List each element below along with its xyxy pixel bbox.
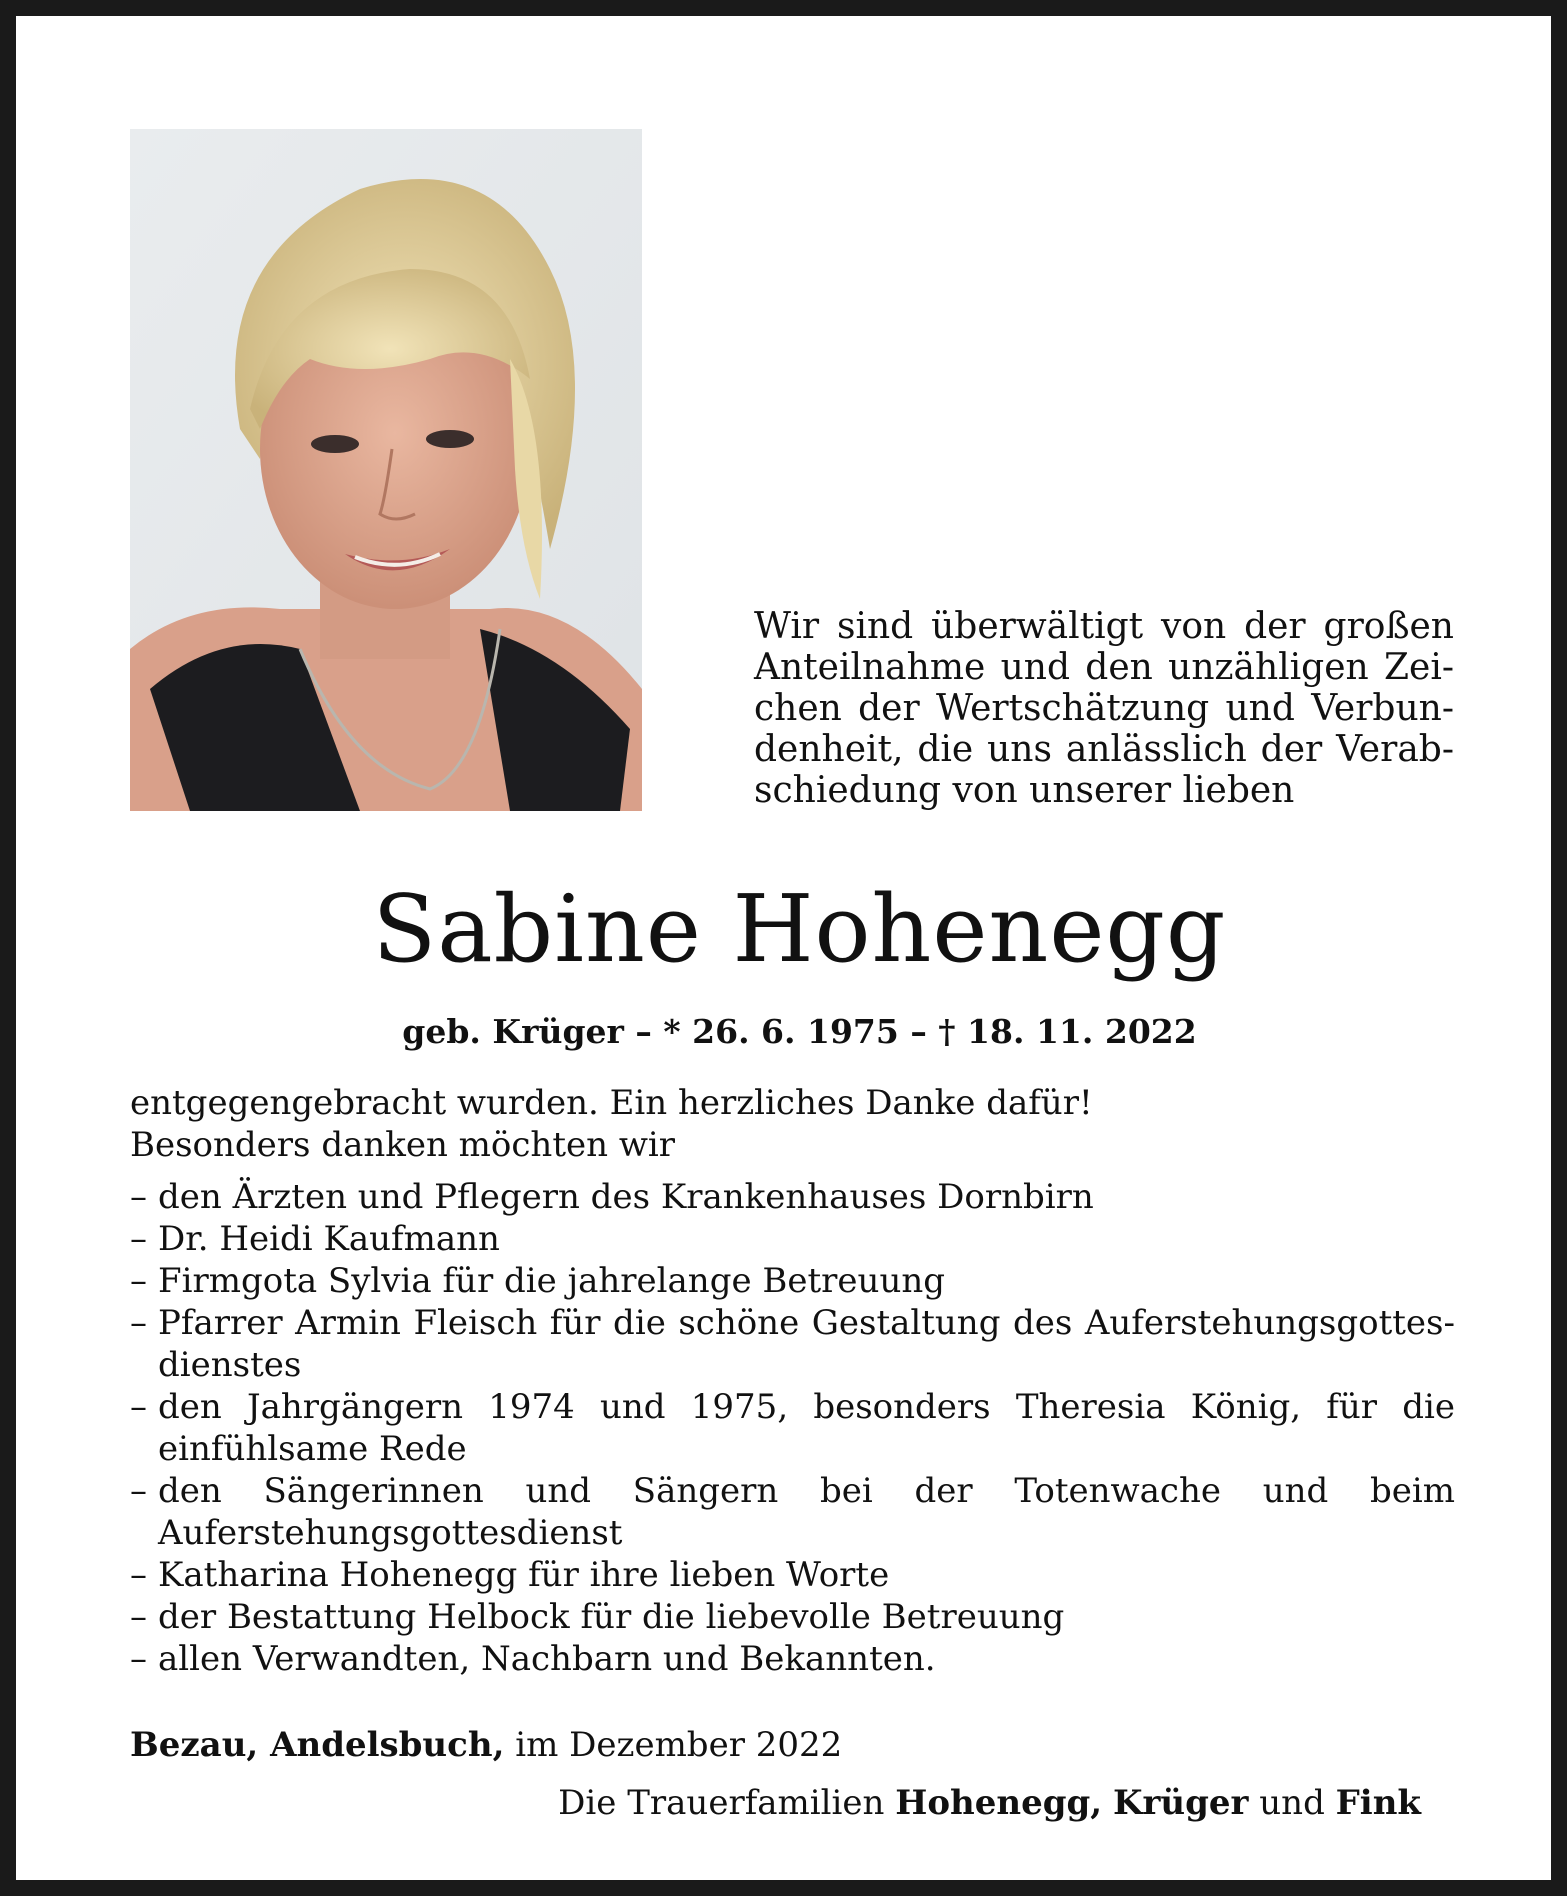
- thanks-item: [130, 1218, 1455, 1260]
- intro-line: Wir sind überwältigt von der großen: [754, 606, 1454, 647]
- list-dash: –: [130, 1471, 147, 1511]
- thanks-item: [130, 1302, 1455, 1386]
- intro-line: denheit, die uns anlässlich der Verab-: [754, 729, 1454, 770]
- thanks-item-text: Pfarrer Armin Fleisch für die schöne Gestaltung des Auferstehungsgottes-dienstes: [158, 1303, 1455, 1385]
- signature-conjunction: und: [1259, 1783, 1325, 1823]
- thanks-item-text: den Sängerinnen und Sängern bei der Totenwache und beim Auferstehungsgottesdienst: [158, 1471, 1455, 1553]
- intro-line: Anteilnahme und den unzähligen Zei-: [754, 647, 1454, 688]
- place: Bezau, Andelsbuch,: [130, 1725, 505, 1765]
- thanks-item-text: allen Verwandten, Nachbarn und Bekannten.: [158, 1639, 936, 1679]
- portrait-photo: [130, 129, 642, 811]
- thanks-item-text: den Jahrgängern 1974 und 1975, besonders Theresia König, für die einfühlsame Rede: [158, 1387, 1455, 1469]
- list-dash: –: [130, 1597, 147, 1637]
- list-dash: –: [130, 1177, 147, 1217]
- signature-prefix: Die Trauerfamilien: [558, 1783, 885, 1823]
- thanks-item-text: Katharina Hohenegg für ihre lieben Worte: [158, 1555, 890, 1595]
- date: im Dezember 2022: [515, 1725, 843, 1765]
- thanks-item: [130, 1638, 1455, 1680]
- intro-text: [754, 606, 1454, 811]
- list-dash: –: [130, 1303, 147, 1343]
- list-dash: –: [130, 1387, 147, 1427]
- list-dash: –: [130, 1555, 147, 1595]
- place-date: [130, 1722, 842, 1768]
- list-dash: –: [130, 1261, 147, 1301]
- thanks-item-text: den Ärzten und Pflegern des Krankenhauses Dornbirn: [158, 1177, 1094, 1217]
- body-line: Besonders danken möchten wir: [130, 1125, 676, 1165]
- thanks-item: [130, 1554, 1455, 1596]
- thanks-item: [130, 1386, 1455, 1470]
- intro-line: chen der Wertschätzung und Verbun-: [754, 688, 1454, 729]
- thanks-item: [130, 1176, 1455, 1218]
- family-name: Hohenegg,: [895, 1783, 1103, 1823]
- signature: [558, 1780, 1421, 1826]
- family-name: Krüger: [1112, 1783, 1249, 1823]
- thanks-item: [130, 1260, 1455, 1302]
- thanks-item-text: der Bestattung Helbock für die liebevolle Betreuung: [158, 1597, 1065, 1637]
- body-line: entgegengebracht wurden. Ein herzliches Danke dafür!: [130, 1083, 1093, 1123]
- deceased-name: Sabine Hohenegg: [372, 875, 1227, 983]
- list-dash: –: [130, 1639, 147, 1679]
- thanks-item: [130, 1470, 1455, 1554]
- thanks-item-text: Dr. Heidi Kaufmann: [158, 1219, 500, 1259]
- thanks-item: [130, 1596, 1455, 1638]
- intro-line: schiedung von unserer lieben: [754, 770, 1295, 811]
- family-name: Fink: [1335, 1783, 1421, 1823]
- thanks-item-text: Firmgota Sylvia für die jahrelange Betreuung: [158, 1261, 945, 1301]
- life-dates: geb. Krüger – * 26. 6. 1975 – † 18. 11. 2022: [402, 1012, 1197, 1051]
- portrait-image: [130, 129, 642, 811]
- list-dash: –: [130, 1219, 147, 1259]
- thanks-section: [130, 1082, 1455, 1680]
- thanks-list: [130, 1176, 1455, 1680]
